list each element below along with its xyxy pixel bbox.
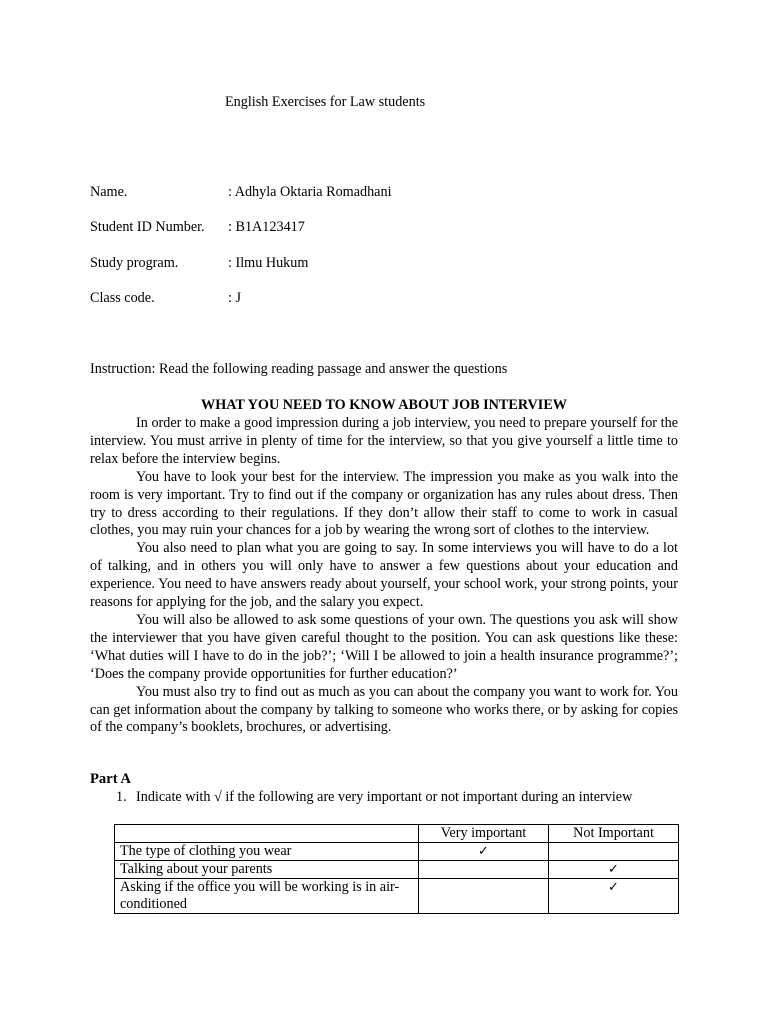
document-title: English Exercises for Law students <box>225 94 426 110</box>
info-value: : B1A123417 <box>228 219 305 235</box>
table-row <box>115 843 679 861</box>
question-text: Indicate with √ if the following are very important or not important during an interview <box>136 789 633 805</box>
table-header-cell: Not Important <box>549 825 679 843</box>
info-label: Name. <box>90 184 128 200</box>
check-mark-icon: ✓ <box>478 844 489 859</box>
question-1 <box>116 789 632 806</box>
question-number: 1. <box>116 789 127 805</box>
passage-paragraph: In order to make a good impression during a job interview, you need to prepare yourself for the interview. You must arrive in plenty of time for the interview, so that you give yourself a little time to relax before the interview begins. <box>90 415 678 467</box>
table-header-row <box>115 825 679 843</box>
table-cell-item: Asking if the office you will be working is in air-conditioned <box>115 879 419 914</box>
info-label: Student ID Number. <box>90 219 205 235</box>
table-row <box>115 879 679 914</box>
check-mark-icon: ✓ <box>608 862 619 877</box>
info-label: Class code. <box>90 290 155 306</box>
info-value: : Adhyla Oktaria Romadhani <box>228 184 392 200</box>
table-cell-item: Talking about your parents <box>115 861 419 879</box>
reading-passage <box>90 415 678 737</box>
table-cell-item: The type of clothing you wear <box>115 843 419 861</box>
info-label: Study program. <box>90 255 179 271</box>
info-value: : Ilmu Hukum <box>228 255 309 271</box>
passage-paragraph: You also need to plan what you are going to say. In some interviews you will have to do a lot of talking, and in others you will only have to answer a few questions about your education and experience. You need to have answers ready about yourself, your school work, your strong points, your reasons for applying for the job, and the salary you expect. <box>90 540 678 611</box>
passage-title: WHAT YOU NEED TO KNOW ABOUT JOB INTERVIEW <box>201 397 567 413</box>
importance-table <box>114 824 679 914</box>
part-a-heading: Part A <box>90 771 131 787</box>
info-value: : J <box>228 290 242 306</box>
passage-paragraph: You will also be allowed to ask some questions of your own. The questions you ask will show the interviewer that you have given careful thought to the position. You can ask questions like these: ‘What duties will I have to do in the job?’; ‘Will I be allowed to join a health insurance programme?’; ‘Does the company provide opportunities for further education?’ <box>90 611 678 682</box>
table-row <box>115 861 679 879</box>
instruction-text: Instruction: Read the following reading passage and answer the questions <box>90 361 508 377</box>
check-mark-icon: ✓ <box>608 880 619 895</box>
passage-paragraph: You have to look your best for the interview. The impression you make as you walk into the room is very important. Try to find out if the company or organization has any rules about dress. Then try to dress according to their regulations. If they don’t allow their staff to come to work in casual clothes, you may ruin your chances for a job by wearing the wrong sort of clothes to the interview. <box>90 468 678 539</box>
passage-paragraph: You must also try to find out as much as you can about the company you want to work for. You can get information about the company by talking to someone who works there, or by asking for copies of the company’s booklets, brochures, or advertising. <box>90 683 678 736</box>
table-header-cell <box>115 825 419 843</box>
table-header-cell: Very important <box>419 825 549 843</box>
